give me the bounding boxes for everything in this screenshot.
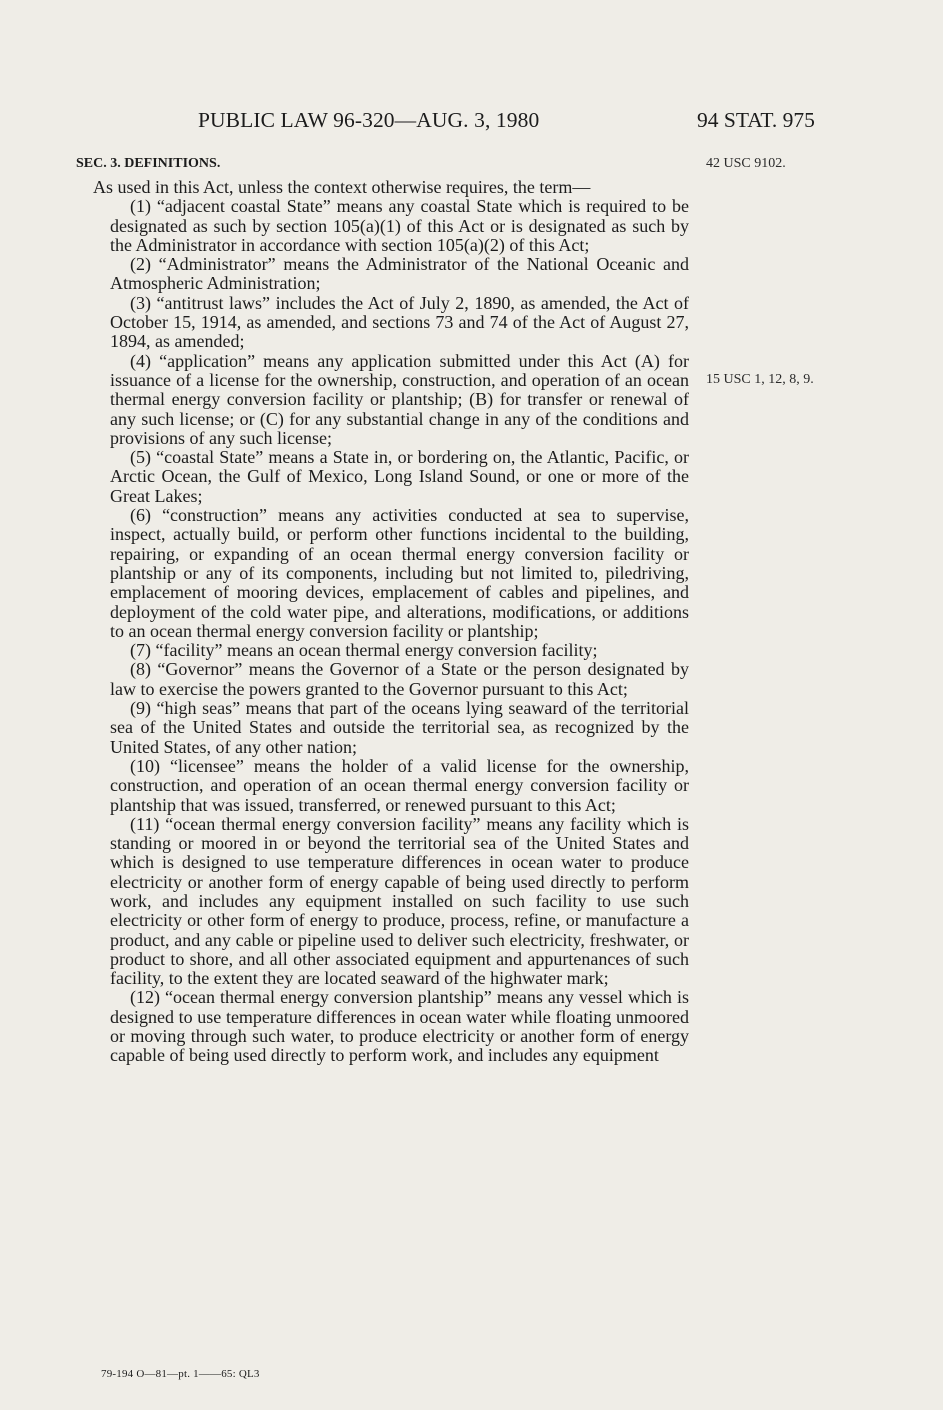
- print-code-footer: 79-194 O—81—pt. 1——65: QL3: [101, 1368, 260, 1380]
- definition-5: (5) “coastal State” means a State in, or bordering on, the Atlantic, Pacific, or Arctic Ocean, the Gulf of Mexico, Long Island Sound, or one or more of the Great Lakes;: [110, 447, 689, 506]
- definition-1: (1) “adjacent coastal State” means any coastal State which is required to be designated as such by section 105(a)(1) of this Act or is designated as such by the Administrator in accordance with section 105(a)(2) of this Act;: [110, 196, 689, 255]
- definition-3: (3) “antitrust laws” includes the Act of July 2, 1890, as amended, the Act of October 15, 1914, as amended, and sections 73 and 74 of the Act of August 27, 1894, as amended;: [110, 292, 689, 352]
- running-head: PUBLIC LAW 96-320—AUG. 3, 1980: [198, 108, 540, 132]
- definition-8: (8) “Governor” means the Governor of a State or the person designated by law to exercise the powers granted to the Governor pursuant to this Act;: [110, 659, 689, 699]
- section-intro: As used in this Act, unless the context otherwise requires, the term—: [93, 177, 591, 197]
- definition-4: (4) “application” means any application submitted under this Act (A) for issuance of a license for the ownership, construction, and operation of an ocean thermal energy conversion facility or plantship; (B) for transfer or renewal of any such license; or (C) for any substantial change in any of the conditions and provisions of any such license;: [110, 350, 689, 448]
- definition-10: (10) “licensee” means the holder of a valid license for the ownership, construction, and operation of an ocean thermal energy conversion facility or plantship that was issued, transferred, or renewed pursuant to this Act;: [110, 755, 689, 815]
- section-heading: SEC. 3. DEFINITIONS.: [76, 156, 221, 171]
- definition-2: (2) “Administrator” means the Administrator of the National Oceanic and Atmospheric Administration;: [110, 254, 689, 294]
- definition-6: (6) “construction” means any activities conducted at sea to supervise, inspect, actually build, or perform other functions incidental to the building, repairing, or expanding of an ocean thermal energy conversion facility or plantship or any of its components, including but not limited to, piledriving, emplacement of mooring devices, emplacement of cables and pipelines, and deployment of the cold water pipe, and alterations, modifications, or additions to an ocean thermal energy conversion facility or plantship;: [110, 505, 689, 641]
- section-body: [76, 178, 689, 1066]
- definition-12: (12) “ocean thermal energy conversion plantship” means any vessel which is designed to use temperature differences in ocean water while floating unmoored or moving through such water, to produce electricity or another form of energy capable of being used directly to perform work, and includes any equipment: [110, 987, 689, 1066]
- definition-11: (11) “ocean thermal energy conversion facility” means any facility which is standing or moored in or beyond the territorial sea of the United States and which is designed to use temperature differences in ocean water to produce electricity or another form of energy capable of being used directly to perform work, and includes any equipment installed on such facility to use such electricity or other form of energy to produce, process, refine, or manufacture a product, and any cable or pipeline used to deliver such electricity, freshwater, or product to shore, and all other associated equipment and appurtenances of such facility, to the extent they are located seaward of the highwater mark;: [110, 813, 689, 989]
- margin-note-usc-9102: 42 USC 9102.: [706, 156, 786, 171]
- definition-7: (7) “facility” means an ocean thermal energy conversion facility;: [130, 640, 598, 661]
- statute-page-number: 94 STAT. 975: [697, 108, 815, 132]
- margin-note-usc-antitrust: 15 USC 1, 12, 8, 9.: [706, 372, 814, 387]
- definition-9: (9) “high seas” means that part of the oceans lying seaward of the territorial sea of the United States and outside the territorial sea, as recognized by the United States, of any other nation;: [110, 698, 689, 757]
